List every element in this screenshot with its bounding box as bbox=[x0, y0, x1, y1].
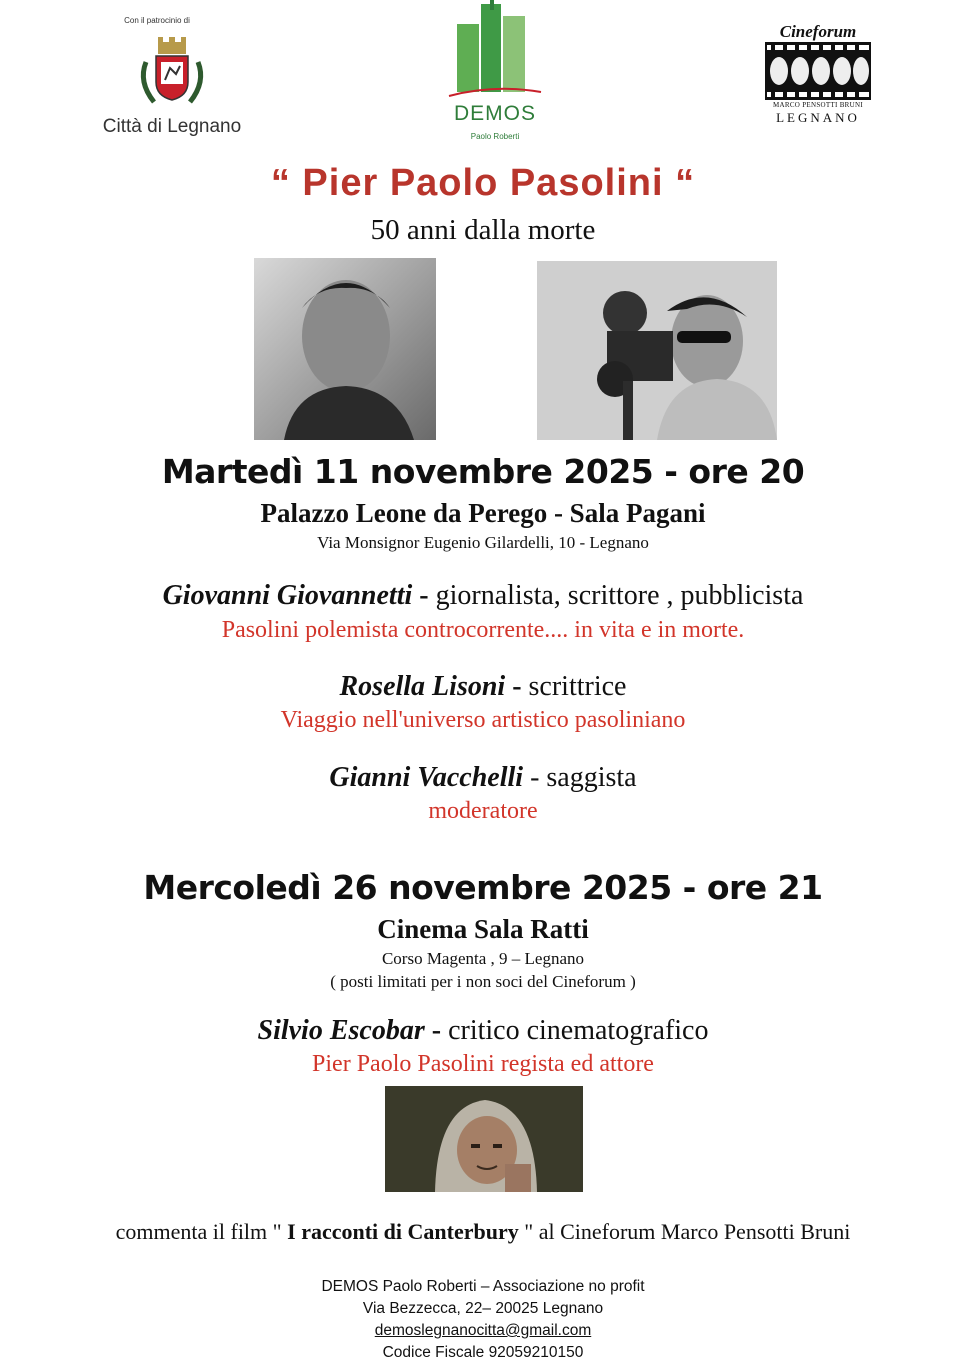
footer-email-link[interactable]: demoslegnanocitta@gmail.com bbox=[374, 1322, 592, 1339]
speaker-1-topic: Pasolini polemista controcorrente.... in vita e in morte. bbox=[221, 617, 745, 643]
pasolini-portrait-photo bbox=[254, 258, 436, 440]
speaker-1-separator: - bbox=[412, 580, 436, 611]
demos-subname: Paolo Roberti bbox=[470, 132, 520, 141]
footer-association: DEMOS Paolo Roberti – Associazione no profit bbox=[321, 1278, 645, 1295]
speaker-4-separator: - bbox=[424, 1015, 449, 1046]
film-strip-icon bbox=[765, 42, 871, 100]
cineforum-name: Cineforum bbox=[779, 22, 857, 41]
patrocinio-label: Con il patrocinio di bbox=[124, 16, 190, 25]
footer-address: Via Bezzecca, 22– 20025 Legnano bbox=[362, 1300, 604, 1317]
speaker-1-name: Giovanni Giovannetti bbox=[162, 580, 413, 611]
speaker-2-separator: - bbox=[505, 671, 529, 702]
pasolini-camera-photo bbox=[537, 261, 777, 440]
citta-di-legnano-logo bbox=[92, 16, 252, 146]
demos-logo bbox=[440, 0, 550, 150]
demos-name: DEMOS bbox=[453, 102, 536, 125]
event2-note: ( posti limitati per i non soci del Cineforum ) bbox=[330, 972, 636, 991]
speaker-3-topic: moderatore bbox=[428, 798, 538, 824]
speaker-2-topic: Viaggio nell'universo artistico pasoliniano bbox=[280, 707, 686, 733]
speaker-4 bbox=[0, 1015, 966, 1047]
speaker-4-name: Silvio Escobar bbox=[257, 1015, 425, 1046]
footer-fiscal-code: Codice Fiscale 92059210150 bbox=[382, 1344, 584, 1361]
event2-date: Mercoledì 26 novembre 2025 - ore 21 bbox=[143, 868, 823, 907]
event1-address: Via Monsignor Eugenio Gilardelli, 10 - Legnano bbox=[317, 533, 649, 552]
cineforum-line1: MARCO PENSOTTI BRUNI bbox=[772, 101, 863, 109]
film-still-photo bbox=[385, 1086, 583, 1192]
legnano-name: Città di Legnano bbox=[102, 116, 242, 137]
speaker-2-name: Rosella Lisoni bbox=[339, 671, 506, 702]
legnano-crest-icon bbox=[132, 32, 212, 112]
film-title: I racconti di Canterbury bbox=[287, 1219, 519, 1244]
event1-venue: Palazzo Leone da Perego - Sala Pagani bbox=[260, 498, 706, 528]
speaker-3 bbox=[0, 762, 966, 794]
page-title: “ Pier Paolo Pasolini “ bbox=[270, 162, 696, 204]
event1-date: Martedì 11 novembre 2025 - ore 20 bbox=[161, 452, 805, 491]
speaker-4-role: critico cinematografico bbox=[448, 1015, 709, 1046]
speaker-2-role: scrittrice bbox=[528, 671, 627, 702]
film-comment-prefix: commenta il film " bbox=[115, 1219, 288, 1244]
speaker-2 bbox=[0, 671, 966, 703]
cineforum-line2: LEGNANO bbox=[776, 110, 860, 125]
speaker-1-role: giornalista, scrittore , pubblicista bbox=[435, 580, 804, 611]
speaker-3-role: saggista bbox=[546, 762, 637, 793]
film-comment bbox=[0, 1219, 966, 1245]
event2-address: Corso Magenta , 9 – Legnano bbox=[381, 949, 585, 968]
demos-buildings-icon bbox=[445, 0, 545, 100]
speaker-4-topic: Pier Paolo Pasolini regista ed attore bbox=[312, 1051, 654, 1077]
cineforum-logo bbox=[760, 22, 876, 132]
footer bbox=[0, 1276, 966, 1364]
page-subtitle: 50 anni dalla morte bbox=[370, 214, 596, 246]
speaker-3-separator: - bbox=[523, 762, 547, 793]
event2-venue: Cinema Sala Ratti bbox=[377, 914, 589, 944]
film-comment-suffix: " al Cineforum Marco Pensotti Bruni bbox=[518, 1219, 851, 1244]
speaker-1 bbox=[0, 580, 966, 612]
speaker-3-name: Gianni Vacchelli bbox=[329, 762, 524, 793]
